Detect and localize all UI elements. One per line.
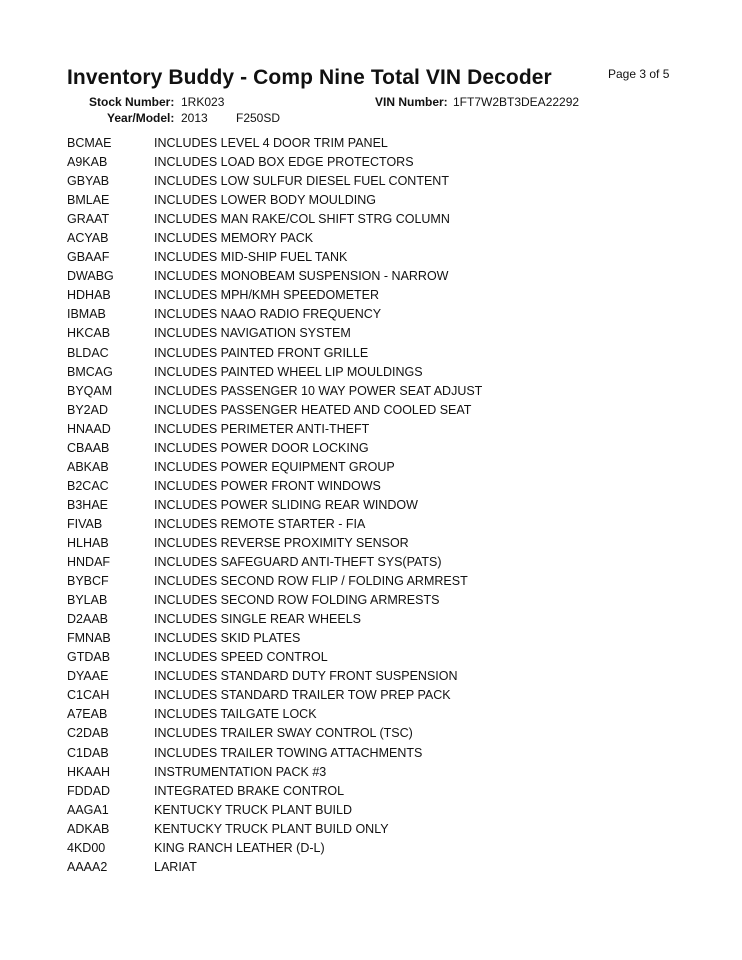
option-description: INCLUDES POWER DOOR LOCKING	[154, 440, 369, 455]
option-description: INCLUDES REMOTE STARTER - FIA	[154, 516, 366, 531]
option-description: INCLUDES PAINTED WHEEL LIP MOULDINGS	[154, 364, 423, 379]
option-code: BYBCF	[67, 574, 109, 589]
option-row	[0, 857, 742, 876]
option-description: INCLUDES PAINTED FRONT GRILLE	[154, 345, 369, 360]
option-code: IBMAB	[67, 307, 106, 322]
option-row	[0, 685, 742, 704]
option-description: INCLUDES PASSENGER HEATED AND COOLED SEAT	[154, 402, 472, 417]
option-code: 4KD00	[67, 840, 106, 855]
stock-number-label: Stock Number:	[89, 95, 175, 109]
option-code: HDHAB	[67, 288, 111, 303]
option-row	[0, 590, 742, 609]
option-description: KENTUCKY TRUCK PLANT BUILD ONLY	[154, 821, 389, 836]
option-row	[0, 723, 742, 742]
option-row	[0, 647, 742, 666]
option-row	[0, 552, 742, 571]
option-description: INCLUDES STANDARD DUTY FRONT SUSPENSION	[154, 669, 458, 684]
report-title: Inventory Buddy - Comp Nine Total VIN Decoder	[67, 66, 552, 89]
option-code: HKCAB	[67, 326, 111, 341]
option-row	[0, 666, 742, 685]
option-code: BLDAC	[67, 345, 109, 360]
option-row	[0, 285, 742, 304]
option-code: HNAAD	[67, 421, 111, 436]
option-row	[0, 800, 742, 819]
option-description: INCLUDES MEMORY PACK	[154, 231, 314, 246]
option-code: ACYAB	[67, 231, 109, 246]
option-row	[0, 781, 742, 800]
option-row	[0, 495, 742, 514]
option-description: INCLUDES TRAILER TOWING ATTACHMENTS	[154, 745, 423, 760]
option-code: BMLAE	[67, 193, 110, 208]
option-code: FMNAB	[67, 631, 111, 646]
option-code: C1DAB	[67, 745, 109, 760]
option-description: INCLUDES MID-SHIP FUEL TANK	[154, 250, 348, 265]
option-description: KENTUCKY TRUCK PLANT BUILD	[154, 802, 352, 817]
option-code: GTDAB	[67, 650, 111, 665]
option-description: INCLUDES SECOND ROW FOLDING ARMRESTS	[154, 593, 440, 608]
option-row	[0, 247, 742, 266]
option-code: BYLAB	[67, 593, 108, 608]
option-code: CBAAB	[67, 440, 110, 455]
option-description: INCLUDES POWER SLIDING REAR WINDOW	[154, 497, 418, 512]
option-row	[0, 838, 742, 857]
option-description: INCLUDES LOW SULFUR DIESEL FUEL CONTENT	[154, 174, 449, 189]
option-code: HKAAH	[67, 764, 111, 779]
option-code: GBAAF	[67, 250, 110, 265]
option-description: INCLUDES POWER EQUIPMENT GROUP	[154, 459, 395, 474]
option-row	[0, 266, 742, 285]
option-description: INCLUDES SINGLE REAR WHEELS	[154, 612, 361, 627]
option-row	[0, 762, 742, 781]
vin-number-value: 1FT7W2BT3DEA22292	[453, 95, 580, 109]
option-row	[0, 476, 742, 495]
option-row	[0, 304, 742, 323]
option-row	[0, 514, 742, 533]
option-description: INCLUDES SPEED CONTROL	[154, 650, 328, 665]
option-description: INSTRUMENTATION PACK #3	[154, 764, 327, 779]
option-description: INCLUDES TRAILER SWAY CONTROL (TSC)	[154, 726, 413, 741]
option-row	[0, 133, 742, 152]
stock-number-value: 1RK023	[181, 95, 225, 109]
option-row	[0, 362, 742, 381]
option-row	[0, 323, 742, 342]
option-description: INCLUDES MPH/KMH SPEEDOMETER	[154, 288, 380, 303]
option-code: C1CAH	[67, 688, 110, 703]
option-code: ABKAB	[67, 459, 109, 474]
option-row	[0, 343, 742, 362]
option-description: LARIAT	[154, 859, 197, 874]
option-code: FIVAB	[67, 516, 103, 531]
option-code: GBYAB	[67, 174, 110, 189]
option-description: INCLUDES MONOBEAM SUSPENSION - NARROW	[154, 269, 449, 284]
option-description: INCLUDES LOAD BOX EDGE PROTECTORS	[154, 155, 414, 170]
option-row	[0, 381, 742, 400]
option-description: INCLUDES PASSENGER 10 WAY POWER SEAT ADJUST	[154, 383, 483, 398]
option-code: BY2AD	[67, 402, 108, 417]
option-code: B2CAC	[67, 478, 109, 493]
option-description: INCLUDES SECOND ROW FLIP / FOLDING ARMREST	[154, 574, 468, 589]
option-code: FDDAD	[67, 783, 111, 798]
option-row	[0, 228, 742, 247]
option-description: INCLUDES REVERSE PROXIMITY SENSOR	[154, 535, 409, 550]
option-code: BMCAG	[67, 364, 113, 379]
option-description: KING RANCH LEATHER (D-L)	[154, 840, 325, 855]
option-description: INCLUDES NAVIGATION SYSTEM	[154, 326, 351, 341]
option-description: INCLUDES STANDARD TRAILER TOW PREP PACK	[154, 688, 451, 703]
option-row	[0, 152, 742, 171]
option-code: DWABG	[67, 269, 114, 284]
option-row	[0, 171, 742, 190]
option-description: INCLUDES SKID PLATES	[154, 631, 301, 646]
option-code: BYQAM	[67, 383, 113, 398]
option-row	[0, 571, 742, 590]
option-description: INTEGRATED BRAKE CONTROL	[154, 783, 345, 798]
option-code: C2DAB	[67, 726, 109, 741]
year-value: 2013	[181, 111, 208, 125]
option-code: A9KAB	[67, 155, 108, 170]
option-code: ADKAB	[67, 821, 110, 836]
model-value: F250SD	[236, 111, 281, 125]
option-code: HLHAB	[67, 535, 109, 550]
option-code: A7EAB	[67, 707, 108, 722]
option-row	[0, 533, 742, 552]
option-row	[0, 819, 742, 838]
option-description: INCLUDES MAN RAKE/COL SHIFT STRG COLUMN	[154, 212, 450, 227]
vin-number-label: VIN Number:	[375, 95, 448, 109]
option-description: INCLUDES LOWER BODY MOULDING	[154, 193, 377, 208]
option-description: INCLUDES NAAO RADIO FREQUENCY	[154, 307, 382, 322]
option-row	[0, 209, 742, 228]
option-code: GRAAT	[67, 212, 110, 227]
option-row	[0, 743, 742, 762]
option-description: INCLUDES POWER FRONT WINDOWS	[154, 478, 381, 493]
option-code: AAAA2	[67, 859, 108, 874]
option-code: HNDAF	[67, 555, 111, 570]
option-row	[0, 438, 742, 457]
option-code: B3HAE	[67, 497, 108, 512]
option-code: DYAAE	[67, 669, 109, 684]
option-code: AAGA1	[67, 802, 109, 817]
option-description: INCLUDES TAILGATE LOCK	[154, 707, 317, 722]
option-description: INCLUDES SAFEGUARD ANTI-THEFT SYS(PATS)	[154, 555, 442, 570]
option-row	[0, 400, 742, 419]
option-code-list	[0, 133, 742, 876]
page-number: Page 3 of 5	[608, 67, 670, 81]
option-code: BCMAE	[67, 136, 112, 150]
option-description: INCLUDES PERIMETER ANTI-THEFT	[154, 421, 370, 436]
option-row	[0, 628, 742, 647]
option-row	[0, 457, 742, 476]
option-code: D2AAB	[67, 612, 108, 627]
year-model-label: Year/Model:	[107, 111, 175, 125]
option-row	[0, 419, 742, 438]
option-row	[0, 609, 742, 628]
option-row	[0, 704, 742, 723]
option-row	[0, 190, 742, 209]
option-description: INCLUDES LEVEL 4 DOOR TRIM PANEL	[154, 136, 388, 150]
